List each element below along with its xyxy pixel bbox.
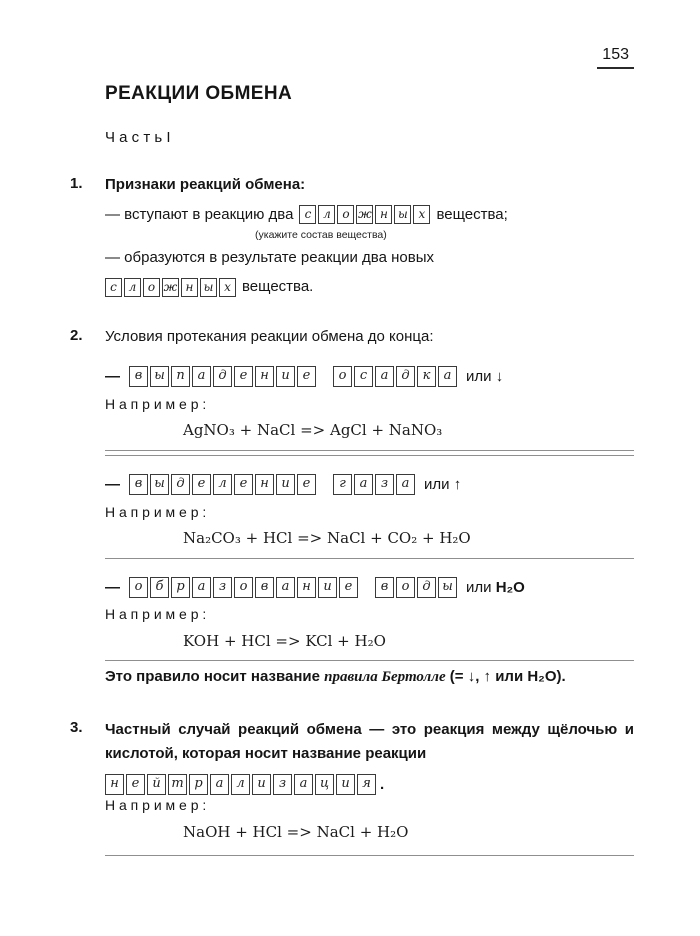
letter-box: а bbox=[438, 366, 457, 387]
letter-box: о bbox=[337, 205, 354, 224]
letter-box: й bbox=[147, 774, 166, 795]
bertolle-text-post: (= ↓, ↑ или H₂O). bbox=[445, 668, 566, 686]
row-3-tail bbox=[466, 577, 525, 599]
row-2-tail bbox=[424, 474, 461, 496]
dash: — bbox=[105, 367, 120, 385]
letter-box: а bbox=[354, 474, 373, 495]
letter-boxes-slozhnykh-1 bbox=[299, 205, 430, 224]
item-1-line-3 bbox=[105, 276, 634, 298]
item-1-line-1-text: — вступают в реакцию два bbox=[105, 205, 294, 223]
item-1-line-3-tail: вещества. bbox=[242, 278, 314, 296]
bertolle-text-pre: Это правило носит название bbox=[105, 668, 325, 686]
bertolle-rule-name: правила Бертолле bbox=[324, 669, 446, 686]
condition-row-water bbox=[105, 577, 634, 599]
item-3-text: Частный случай реакций обмена — это реакция между щёлочью и кислотой, которая носит название реакции bbox=[105, 720, 634, 762]
item-3-body bbox=[105, 718, 634, 861]
row-1-ili: или bbox=[466, 367, 492, 385]
letter-box: а bbox=[375, 366, 394, 387]
letter-box: т bbox=[168, 774, 187, 795]
condition-row-precipitate bbox=[105, 366, 634, 388]
letter-box: л bbox=[318, 205, 335, 224]
ruled-line-3 bbox=[105, 660, 634, 661]
letter-box: е bbox=[234, 366, 253, 387]
letter-box: е bbox=[297, 474, 316, 495]
letter-box: р bbox=[189, 774, 208, 795]
letter-boxes-obrazovanie bbox=[129, 577, 358, 598]
ruled-line-2 bbox=[105, 558, 634, 559]
letter-box: и bbox=[252, 774, 271, 795]
letter-box: х bbox=[219, 278, 236, 297]
item-1-number: 1. bbox=[70, 175, 83, 192]
letter-box: н bbox=[375, 205, 392, 224]
ruled-line-1 bbox=[105, 450, 634, 456]
letter-box: д bbox=[171, 474, 190, 495]
letter-box: ж bbox=[162, 278, 179, 297]
row-3-ili: или bbox=[466, 578, 492, 596]
sentence-period: . bbox=[380, 775, 385, 793]
letter-box: и bbox=[336, 774, 355, 795]
item-3-answer-line bbox=[105, 774, 634, 796]
letter-boxes-slozhnykh-2 bbox=[105, 278, 236, 297]
letter-box: и bbox=[318, 577, 337, 598]
letter-box: ы bbox=[150, 474, 169, 495]
letter-box: н bbox=[255, 366, 274, 387]
ruled-line-4 bbox=[105, 855, 634, 856]
bertolle-rule-text bbox=[105, 665, 634, 689]
dash: — bbox=[105, 475, 120, 493]
letter-box: е bbox=[339, 577, 358, 598]
letter-box: ы bbox=[438, 577, 457, 598]
condition-row-gas bbox=[105, 474, 634, 496]
letter-box: ц bbox=[315, 774, 334, 795]
letter-box: н bbox=[181, 278, 198, 297]
part-label: Ч а с т ь I bbox=[105, 129, 171, 146]
letter-box: в bbox=[375, 577, 394, 598]
letter-box: в bbox=[129, 366, 148, 387]
letter-box: о bbox=[333, 366, 352, 387]
letter-box: с bbox=[299, 205, 316, 224]
naprimer-label-2: Н а п р и м е р : bbox=[105, 503, 207, 520]
page-number: 153 bbox=[597, 46, 634, 69]
letter-box: в bbox=[129, 474, 148, 495]
letter-box: г bbox=[333, 474, 352, 495]
letter-box: д bbox=[213, 366, 232, 387]
item-1-heading: Признаки реакций обмена: bbox=[105, 176, 306, 193]
letter-boxes-vypadenie bbox=[129, 366, 316, 387]
letter-boxes-gaza bbox=[333, 474, 415, 495]
naprimer-label-3: Н а п р и м е р : bbox=[105, 606, 207, 623]
letter-box: с bbox=[105, 278, 122, 297]
letter-box: а bbox=[192, 577, 211, 598]
down-arrow-symbol: ↓ bbox=[495, 367, 504, 385]
letter-box: о bbox=[396, 577, 415, 598]
item-2-number: 2. bbox=[70, 327, 83, 345]
letter-boxes-neutralizatsiya bbox=[105, 774, 376, 795]
item-1 bbox=[70, 174, 634, 298]
equation-na2co3: Na₂CO₃ + HCl => NaCl + CO₂ + H₂O bbox=[183, 528, 471, 547]
item-2 bbox=[70, 326, 634, 689]
letter-box: б bbox=[150, 577, 169, 598]
item-3-number: 3. bbox=[70, 718, 83, 736]
letter-box: л bbox=[213, 474, 232, 495]
letter-box: е bbox=[297, 366, 316, 387]
letter-box: н bbox=[255, 474, 274, 495]
letter-box: я bbox=[357, 774, 376, 795]
letter-box: з bbox=[213, 577, 232, 598]
letter-box: д bbox=[396, 366, 415, 387]
dash: — bbox=[105, 578, 120, 596]
letter-box: ы bbox=[200, 278, 217, 297]
letter-box: х bbox=[413, 205, 430, 224]
item-1-line-2: — образуются в результате реакции два новых bbox=[105, 248, 434, 266]
letter-box: е bbox=[192, 474, 211, 495]
letter-box: и bbox=[276, 366, 295, 387]
letter-box: о bbox=[234, 577, 253, 598]
letter-box: а bbox=[192, 366, 211, 387]
item-2-heading: Условия протекания реакции обмена до конца: bbox=[105, 328, 434, 346]
letter-box: п bbox=[171, 366, 190, 387]
item-1-line-1-tail: вещества; bbox=[436, 205, 508, 223]
naprimer-label-4: Н а п р и м е р : bbox=[105, 797, 207, 814]
letter-box: з bbox=[273, 774, 292, 795]
letter-box: н bbox=[297, 577, 316, 598]
letter-box: н bbox=[105, 774, 124, 795]
letter-box: д bbox=[417, 577, 436, 598]
letter-box: а bbox=[210, 774, 229, 795]
letter-box: о bbox=[129, 577, 148, 598]
letter-box: и bbox=[276, 474, 295, 495]
equation-naoh: NaOH + HCl => NaCl + H₂O bbox=[183, 822, 409, 841]
row-2-ili: или bbox=[424, 475, 450, 493]
up-arrow-symbol: ↑ bbox=[453, 475, 462, 493]
item-1-line-1 bbox=[105, 204, 634, 226]
letter-box: в bbox=[255, 577, 274, 598]
letter-box: ы bbox=[394, 205, 411, 224]
letter-box: е bbox=[234, 474, 253, 495]
letter-box: з bbox=[375, 474, 394, 495]
letter-box: а bbox=[396, 474, 415, 495]
letter-box: е bbox=[126, 774, 145, 795]
letter-box: р bbox=[171, 577, 190, 598]
letter-box: ж bbox=[356, 205, 373, 224]
letter-boxes-vody bbox=[375, 577, 457, 598]
equation-koh: KOH + HCl => KCl + H₂O bbox=[183, 631, 386, 650]
letter-box: л bbox=[124, 278, 141, 297]
page-title: РЕАКЦИИ ОБМЕНА bbox=[105, 83, 293, 104]
naprimer-label-1: Н а п р и м е р : bbox=[105, 395, 207, 412]
letter-box: а bbox=[294, 774, 313, 795]
letter-boxes-vydelenie bbox=[129, 474, 316, 495]
letter-box: о bbox=[143, 278, 160, 297]
letter-boxes-osadka bbox=[333, 366, 457, 387]
equation-agno3: AgNO₃ + NaCl => AgCl + NaNO₃ bbox=[183, 421, 443, 440]
page-number-row bbox=[70, 46, 634, 69]
letter-box: к bbox=[417, 366, 436, 387]
item-1-body bbox=[105, 174, 634, 298]
letter-box: л bbox=[231, 774, 250, 795]
letter-box: ы bbox=[150, 366, 169, 387]
letter-box: с bbox=[354, 366, 373, 387]
caption-ukazhite-sostav: (укажите состав вещества) bbox=[255, 228, 387, 241]
h2o-formula: H₂O bbox=[495, 578, 525, 596]
letter-box: а bbox=[276, 577, 295, 598]
item-3 bbox=[70, 718, 634, 861]
row-1-tail bbox=[466, 366, 503, 388]
item-2-body bbox=[105, 326, 634, 689]
